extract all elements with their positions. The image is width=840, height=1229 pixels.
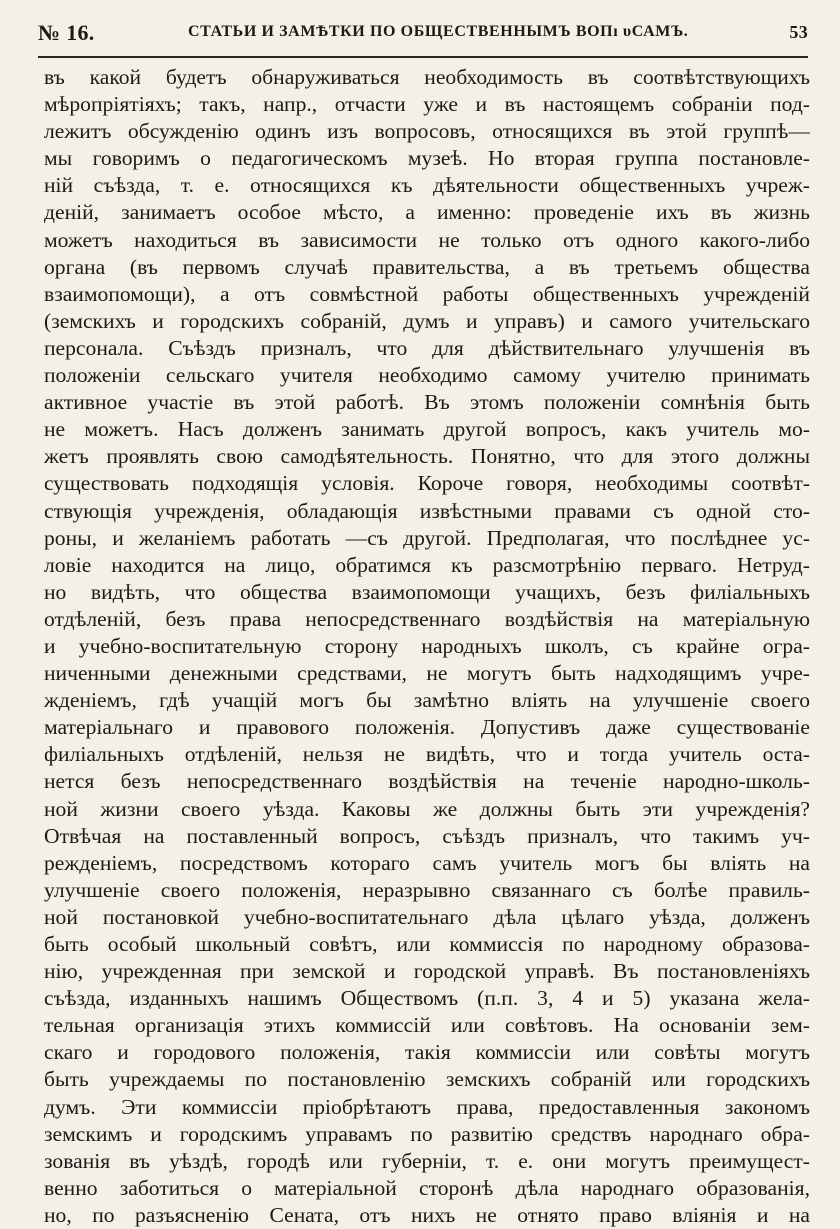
- text-line: нію, учрежденная при земской и городской управѣ. Въ постановленіяхъ: [44, 959, 810, 984]
- text-line: взаимопомощи), а отъ совмѣстной работы общественныхъ учрежденій: [44, 281, 810, 306]
- text-line: мѣропріятіяхъ; такъ, напр., отчасти уже и въ настоящемъ собраніи под-: [44, 92, 810, 117]
- text-line: филіальныхъ отдѣленій, нельзя не видѣть, что и тогда учитель оста-: [44, 742, 810, 767]
- text-line: мы говоримъ о педагогическомъ музеѣ. Но вторая группа постановле-: [44, 146, 810, 171]
- text-line: матеріальнаго и правового положенія. Допустивъ даже существованіе: [44, 715, 810, 740]
- issue-number: № 16.: [38, 20, 95, 45]
- header-rule: [38, 56, 808, 58]
- text-line: ной жизни своего уѣзда. Каковы же должны быть эти учрежденія?: [44, 796, 810, 821]
- text-line: ствующія учрежденія, обладающія извѣстными правами съ одной сто-: [44, 498, 810, 523]
- text-line: ній съѣзда, т. е. относящихся къ дѣятельности общественныхъ учреж-: [44, 173, 810, 198]
- page-header: [38, 20, 808, 50]
- text-line: положеніи сельскаго учителя необходимо самому учителю принимать: [44, 363, 810, 388]
- body-text: [44, 64, 810, 1229]
- text-line: существовать подходящія условія. Короче говоря, необходимы соотвѣт-: [44, 471, 810, 496]
- text-line: отдѣленій, безъ права непосредственнаго воздѣйствія на матеріальную: [44, 606, 810, 631]
- text-line: въ какой будетъ обнаруживаться необходимость въ соотвѣтствующихъ: [44, 65, 810, 89]
- text-line: зованія въ уѣздѣ, городѣ или губерніи, т. е. они могутъ преимущест-: [44, 1148, 810, 1173]
- text-line: венно заботиться о матеріальной сторонѣ дѣла народнаго образованія,: [44, 1175, 810, 1200]
- text-line: (земскихъ и городскихъ собраній, думъ и управъ) и самого учительскаго: [44, 308, 810, 333]
- text-line: активное участіе въ этой работѣ. Въ этомъ положеніи сомнѣнія быть: [44, 390, 810, 415]
- text-line: земскимъ и городскимъ управамъ по развитію средствъ народнаго обра-: [44, 1121, 810, 1146]
- text-line: тельная организація этихъ коммиссій или совѣтовъ. На основаніи зем-: [44, 1013, 810, 1038]
- text-line: съѣзда, изданныхъ нашимъ Обществомъ (п.п. 3, 4 и 5) указана желa-: [44, 986, 810, 1011]
- text-line: не можетъ. Насъ долженъ занимать другой вопросъ, какъ учитель мо-: [44, 417, 810, 442]
- text-line: органа (въ первомъ случаѣ правительства, а въ третьемъ общества: [44, 254, 810, 279]
- running-title: СТАТЬИ И ЗАМѢТКИ ПО ОБЩЕСТВЕННЫМЪ ВОПı υСАМЪ.: [188, 23, 689, 40]
- text-line: Отвѣчая на поставленный вопросъ, съѣздъ призналъ, что такимъ уч-: [44, 823, 810, 848]
- text-line: думъ. Эти коммиссіи пріобрѣтаютъ права, предоставленныя закономъ: [44, 1094, 810, 1119]
- text-line: режденіемъ, посредствомъ котораго самъ учитель могъ бы вліять на: [44, 850, 810, 875]
- text-line: быть особый школьный совѣтъ, или коммиссія по народному образова-: [44, 932, 810, 956]
- text-line: скаго и городового положенія, такія коммиссіи или совѣты могутъ: [44, 1040, 810, 1065]
- text-line: деній, занимаетъ особое мѣсто, а именно: проведеніе ихъ въ жизнь: [44, 200, 810, 225]
- text-line: нется безъ непосредственнаго воздѣйствія на теченіе народно-школь-: [44, 769, 810, 794]
- text-line: ловіе находится на лицо, обратимся къ разсмотрѣнію перваго. Нетруд-: [44, 552, 810, 577]
- text-line: улучшеніе своего положенія, неразрывно связаннаго съ болѣе правиль-: [44, 877, 810, 902]
- text-line: персонала. Съѣздъ призналъ, что для дѣйствительнаго улучшенія въ: [44, 335, 810, 360]
- text-line: ниченными денежными средствами, не могутъ быть надходящимъ учре-: [44, 661, 810, 686]
- text-line: но, по разъясненію Сената, отъ нихъ не отнято право вліянія и на: [44, 1202, 810, 1227]
- text-line: жденіемъ, гдѣ учащій могъ бы замѣтно вліять на улучшеніе своего: [44, 688, 810, 713]
- text-line: ной постановкой учебно-воспитательнаго дѣла цѣлаго уѣзда, долженъ: [44, 904, 810, 929]
- text-line: роны, и желаніемъ работать —съ другой. Предполагая, что послѣднее ус-: [44, 525, 810, 550]
- text-line: лежитъ обсужденію одинъ изъ вопросовъ, относящихся въ этой группѣ—: [44, 119, 810, 144]
- text-line: жетъ проявлять свою самодѣятельность. Понятно, что для этого должны: [44, 444, 810, 469]
- text-line: и учебно-воспитательную сторону народныхъ школъ, съ крайне огра-: [44, 633, 810, 658]
- page-number: 53: [789, 22, 808, 42]
- text-line: быть учреждаемы по постановленію земскихъ собраній или городскихъ: [44, 1067, 810, 1092]
- text-line: но видѣть, что общества взаимопомощи учащихъ, безъ филіальныхъ: [44, 579, 810, 604]
- text-line: можетъ находиться въ зависимости не только отъ одного какого-либо: [44, 227, 810, 252]
